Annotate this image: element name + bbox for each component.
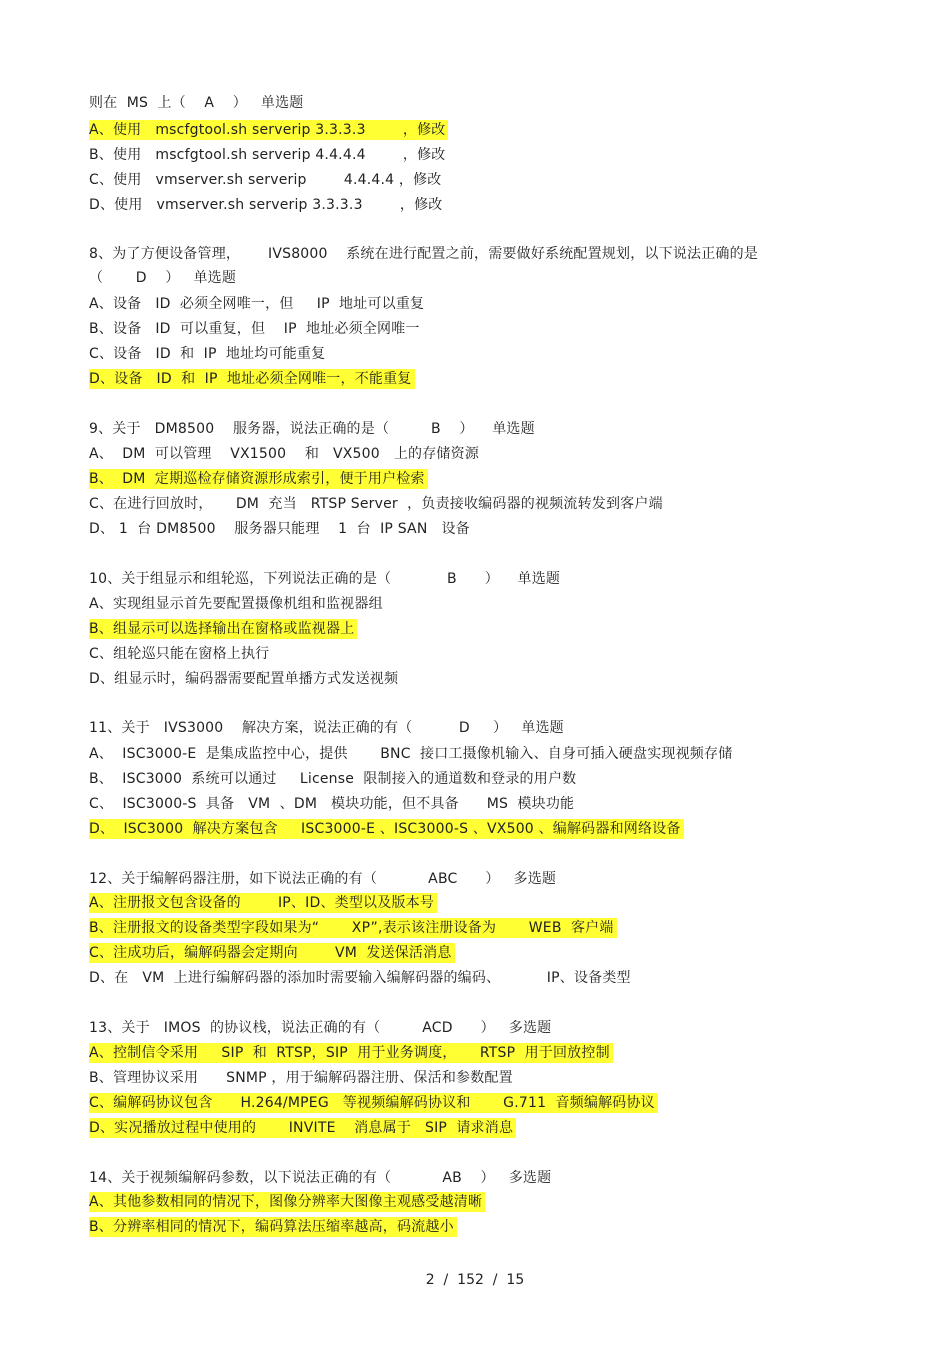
- highlighted-answer: D、实况播放过程中使用的 INVITE 消息属于 SIP 请求消息: [89, 1118, 516, 1138]
- text-line: A、实现组显示首先要配置摄像机组和监视器组: [89, 596, 383, 612]
- highlighted-answer: A、控制信令采用 SIP 和 RTSP，SIP 用于业务调度， RTSP 用于回放控制: [89, 1043, 613, 1063]
- highlighted-answer: A、其他参数相同的情况下，图像分辨率大图像主观感受越清晰: [89, 1192, 485, 1212]
- highlighted-answer: B、注册报文的设备类型字段如果为“ XP”,表示该注册设备为 WEB 客户端: [89, 918, 617, 938]
- highlighted-answer: B、组显示可以选择输出在窗格或监视器上: [89, 619, 357, 639]
- highlighted-answer: A、注册报文包含设备的 IP、ID、类型以及版本号: [89, 893, 437, 913]
- question-14: 14、关于视频编解码参数，以下说法正确的有（ AB ） 多选题: [89, 1170, 552, 1186]
- text-line: 则在 MS 上（ A ） 单选题: [89, 95, 304, 111]
- question-8: 8、为了方便设备管理， IVS8000 系统在进行配置之前，需要做好系统配置规划，以下说法正确的是: [89, 246, 759, 262]
- highlighted-answer: B、 DM 定期巡检存储资源形成索引，便于用户检索: [89, 469, 428, 489]
- question-9: 9、关于 DM8500 服务器，说法正确的是（ B ） 单选题: [89, 421, 535, 437]
- highlighted-answer: A、使用 mscfgtool.sh serverip 3.3.3.3 ，修改: [89, 120, 448, 140]
- text-line: C、使用 vmserver.sh serverip 4.4.4.4 ，修改: [89, 172, 442, 188]
- highlighted-answer: C、注成功后，编解码器会定期向 VM 发送保活消息: [89, 943, 455, 963]
- page-number: 2 / 152 / 15: [425, 1272, 525, 1288]
- question-12: 12、关于编解码器注册，如下说法正确的有（ ABC ） 多选题: [89, 871, 557, 887]
- text-line: B、设备 ID 可以重复，但 IP 地址必须全网唯一: [89, 321, 420, 337]
- text-line: D、使用 vmserver.sh serverip 3.3.3.3 ，修改: [89, 197, 443, 213]
- highlighted-answer: D、设备 ID 和 IP 地址必须全网唯一，不能重复: [89, 369, 415, 389]
- text-line: D、在 VM 上进行编解码器的添加时需要输入编解码器的编码、 IP、设备类型: [89, 970, 631, 986]
- highlighted-answer: B、分辨率相同的情况下，编码算法压缩率越高，码流越小: [89, 1217, 457, 1237]
- question-13: 13、关于 IMOS 的协议栈，说法正确的有（ ACD ） 多选题: [89, 1020, 552, 1036]
- highlighted-answer: C、编解码协议包含 H.264/MPEG 等视频编解码协议和 G.711 音频编解码协议: [89, 1093, 658, 1113]
- text-line: （ D ） 单选题: [89, 270, 237, 286]
- text-line: B、 ISC3000 系统可以通过 License 限制接入的通道数和登录的用户数: [89, 771, 577, 787]
- text-line: C、在进行回放时， DM 充当 RTSP Server ，负责接收编码器的视频流转发到客户端: [89, 496, 663, 512]
- text-line: B、管理协议采用 SNMP ，用于编解码器注册、保活和参数配置: [89, 1070, 513, 1086]
- text-line: C、组轮巡只能在窗格上执行: [89, 646, 270, 662]
- question-11: 11、关于 IVS3000 解决方案，说法正确的有（ D ） 单选题: [89, 720, 564, 736]
- question-10: 10、关于组显示和组轮巡，下列说法正确的是（ B ） 单选题: [89, 571, 561, 587]
- text-line: D、 1 台 DM8500 服务器只能理 1 台 IP SAN 设备: [89, 521, 470, 537]
- text-line: A、设备 ID 必须全网唯一，但 IP 地址可以重复: [89, 296, 425, 312]
- text-line: C、 ISC3000-S 具备 VM 、DM 模块功能，但不具备 MS 模块功能: [89, 796, 575, 812]
- text-line: A、 ISC3000-E 是集成监控中心，提供 BNC 接口工摄像机输入、自身可插入硬盘实现视频存储: [89, 746, 733, 762]
- highlighted-answer: D、 ISC3000 解决方案包含 ISC3000-E 、ISC3000-S 、VX500 、编解码器和网络设备: [89, 819, 684, 839]
- text-line: B、使用 mscfgtool.sh serverip 4.4.4.4 ，修改: [89, 147, 446, 163]
- text-line: D、组显示时，编码器需要配置单播方式发送视频: [89, 671, 399, 687]
- text-line: A、 DM 可以管理 VX1500 和 VX500 上的存储资源: [89, 446, 480, 462]
- text-line: C、设备 ID 和 IP 地址均可能重复: [89, 346, 326, 362]
